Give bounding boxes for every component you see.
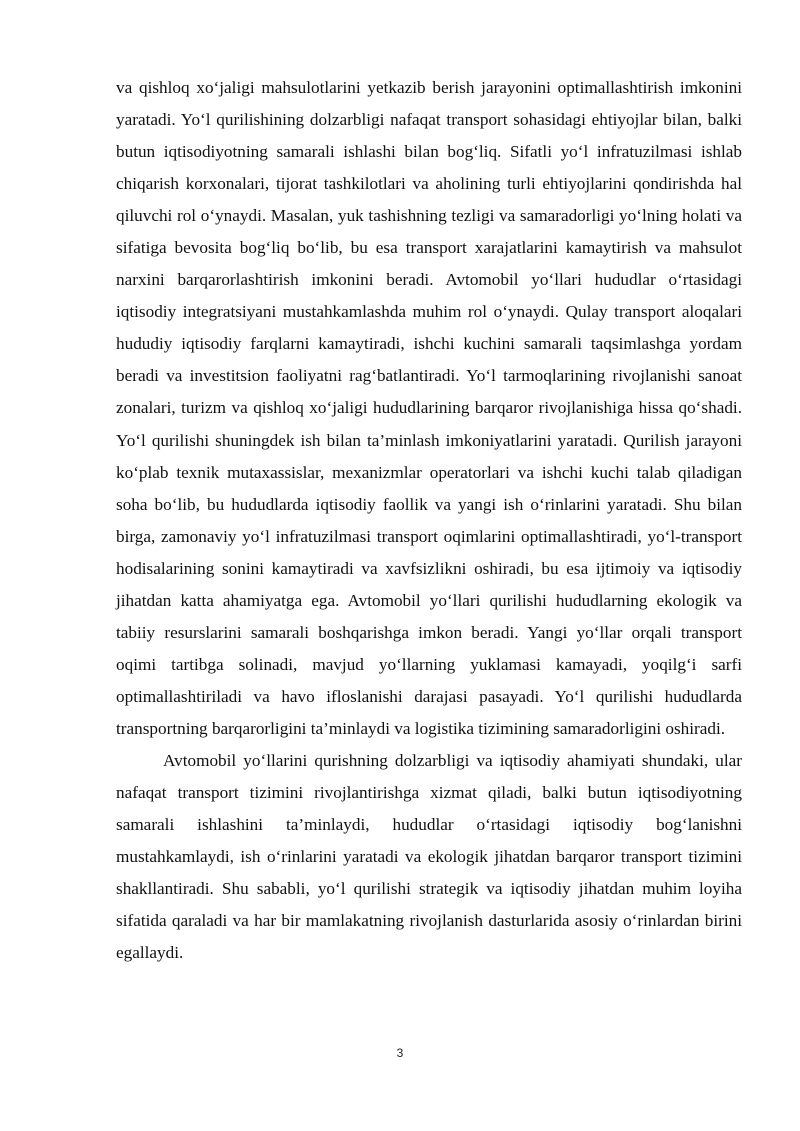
paragraph-continuation: va qishloq xo‘jaligi mahsulotlarini yetkazib berish jarayonini optimallashtirish imkonini yaratadi. Yo‘l qurilishining dolzarbligi nafaqat transport sohasidagi ehtiyojlar bilan, balki butun iqtisodiyotning samarali ishlashi bilan bog‘liq. Sifatli yo‘l infratuzilmasi ishlab chiqarish korxonalari, tijorat tashkilotlari va aholining turli ehtiyojlarini qondirishda hal qiluvchi rol o‘ynaydi. Masalan, yuk tashishning tezligi va samaradorligi yo‘lning holati va sifatiga bevosita bog‘liq bo‘lib, bu esa transport xarajatlarini kamaytirish va mahsulot narxini barqarorlashtirish imkonini beradi. Avtomobil yo‘llari hududlar o‘rtasidagi iqtisodiy integratsiyani mustahkamlashda muhim rol o‘ynaydi. Qulay transport aloqalari hududiy iqtisodiy farqlarni kamaytiradi, ishchi kuchini samarali taqsimlashga yordam beradi va investitsion faoliyatni rag‘batlantiradi. Yo‘l tarmoqlarining rivojlanishi sanoat zonalari, turizm va qishloq xo‘jaligi hududlarining barqaror rivojlanishiga hissa qo‘shadi. Yo‘l qurilishi shuningdek ish bilan ta’minlash imkoniyatlarini yaratadi. Qurilish jarayoni ko‘plab texnik mutaxassislar, mexanizmlar operatorlari va ishchi kuchi talab qiladigan soha bo‘lib, bu hududlarda iqtisodiy faollik va yangi ish o‘rinlarini yaratadi. Shu bilan birga, zamonaviy yo‘l infratuzilmasi transport oqimlarini optimallashtiradi, yo‘l-transport hodisalarining sonini kamaytiradi va xavfsizlikni oshiradi, bu esa ijtimoiy va iqtisodiy jihatdan katta ahamiyatga ega. Avtomobil yo‘llari qurilishi hududlarning ekologik va tabiiy resurslarini samarali boshqarishga imkon beradi. Yangi yo‘llar orqali transport oqimi tartibga solinadi, mavjud yo‘llarning yuklamasi kamayadi, yoqilg‘i sarfi optimallashtiriladi va havo ifloslanishi darajasi pasayadi. Yo‘l qurilishi hududlarda transportning barqarorligini ta’minlaydi va logistika tizimining samaradorligini oshiradi. (116, 78, 742, 738)
document-body (116, 72, 742, 969)
paragraph-conclusion: Avtomobil yo‘llarini qurishning dolzarbligi va iqtisodiy ahamiyati shundaki, ular nafaqat transport tizimini rivojlantirishga xizmat qiladi, balki butun iqtisodiyotning samarali ishlashini ta’minlaydi, hududlar o‘rtasidagi iqtisodiy bog‘lanishni mustahkamlaydi, ish o‘rinlarini yaratadi va ekologik jihatdan barqaror transport tizimini shakllantiradi. Shu sababli, yo‘l qurilishi strategik va iqtisodiy jihatdan muhim loyiha sifatida qaraladi va har bir mamlakatning rivojlanish dasturlarida asosiy o‘rinlardan birini egallaydi. (116, 750, 742, 963)
page-number: 3 (396, 1046, 404, 1060)
